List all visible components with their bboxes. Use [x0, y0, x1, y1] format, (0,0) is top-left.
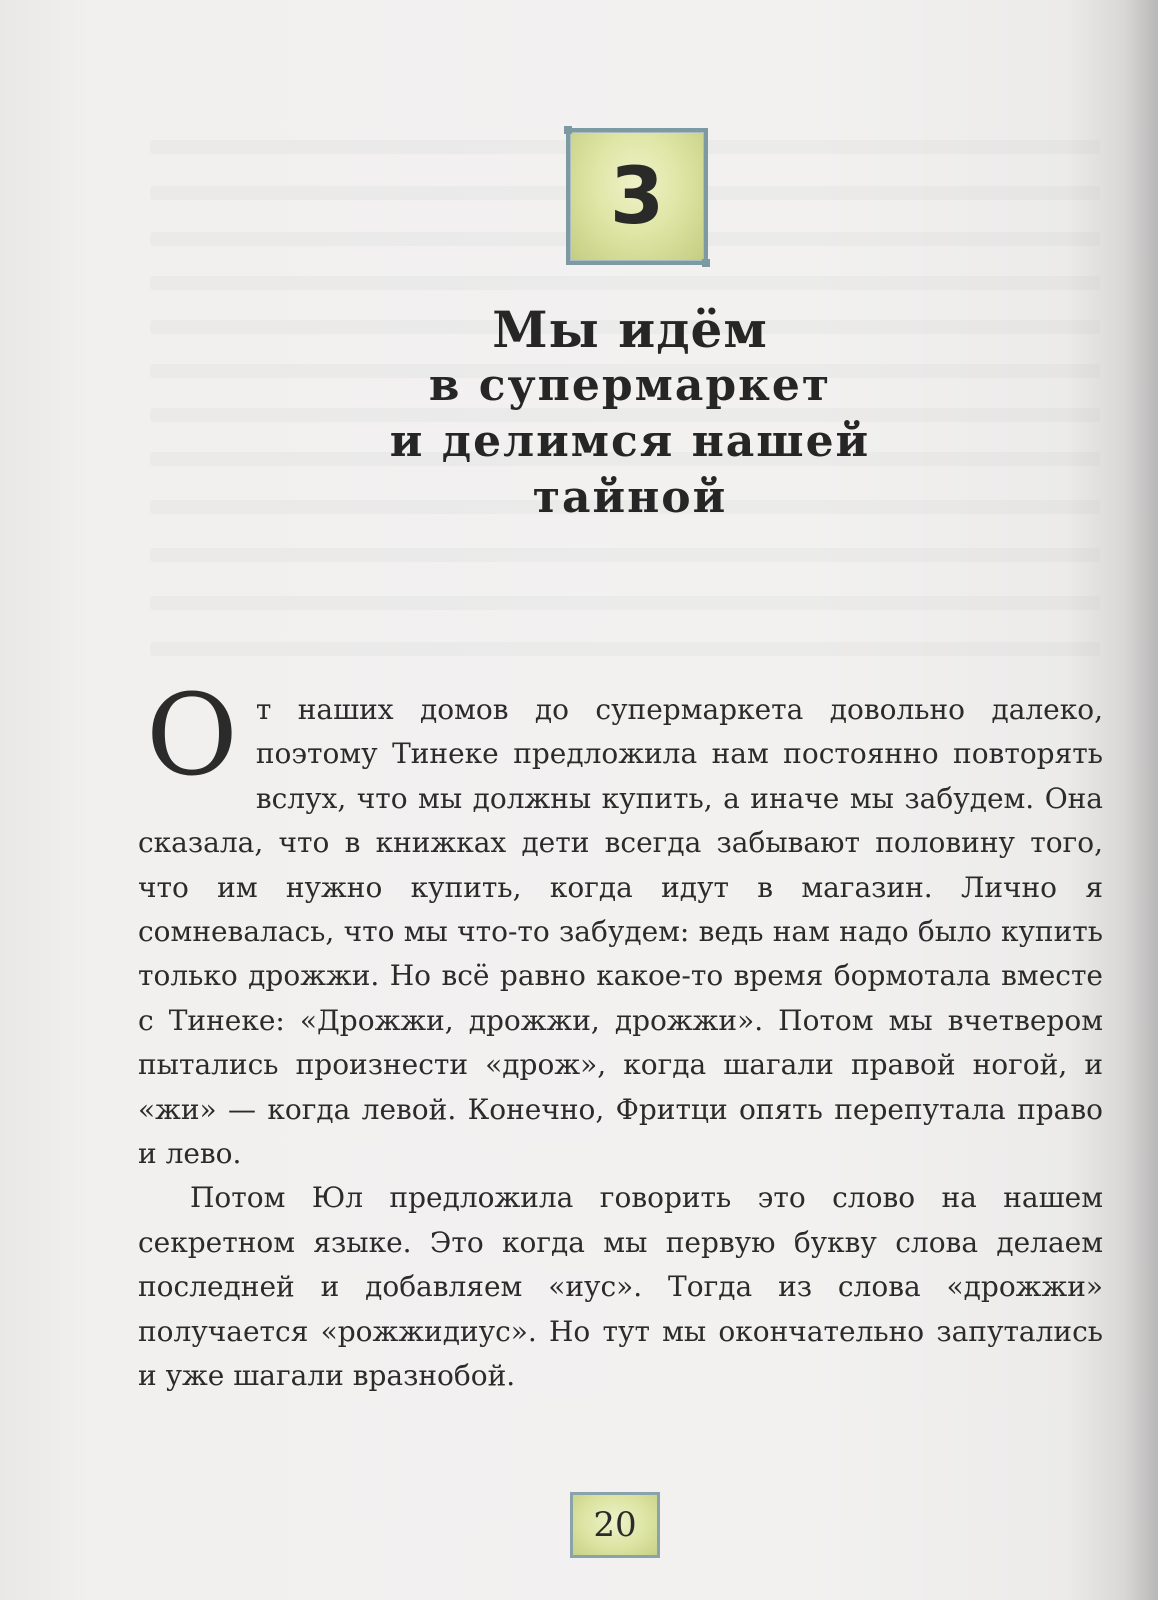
chapter-title-line: тайной: [532, 472, 728, 523]
bleed-through-line: [150, 596, 1100, 610]
chapter-number-badge: [566, 128, 708, 265]
bleed-through-line: [150, 276, 1100, 290]
page-number-badge: [570, 1492, 660, 1558]
drop-cap: О: [146, 671, 238, 801]
chapter-title-line: и делимся нашей: [389, 416, 871, 467]
paragraph-text: т наших домов до супермаркета довольно далеко, поэтому Тинеке предложила нам постоянно повторять вслух, что мы должны купить, а иначе мы забудем. Она сказала, что в книжках дети всегда забывают половину того, что им нужно купить, когда идут в магазин. Лично я сомневалась, что мы что-то забудем: ведь нам надо было купить только дрожжи. Но всё равно какое-то время бормотала вместе с Тинеке: «Дрожжи, дрожжи, дрожжи». Потом мы вчетвером пытались произнести «дрож», когда шагали правой ногой, и «жи» — когда левой. Конечно, Фритци опять перепутала право и лево.: [138, 693, 1103, 1171]
paragraph: Потом Юл предложила говорить это слово на нашем секретном языке. Это когда мы первую букву слова делаем последней и добавляем «иус». Тогда из слова «дрожжи» получается «рожжидиус». Но тут мы окончательно запутались и уже шагали вразнобой.: [138, 1181, 1103, 1393]
page-number: 20: [593, 1505, 637, 1545]
chapter-number: 3: [609, 151, 665, 242]
bleed-through-line: [150, 642, 1100, 656]
paragraph: [138, 671, 1103, 1176]
bleed-through-line: [150, 548, 1100, 562]
chapter-title-line: Мы идём: [492, 300, 768, 359]
chapter-title-line: в супермаркет: [428, 360, 832, 411]
chapter-body: [138, 671, 1103, 1399]
chapter-title: [250, 302, 1010, 526]
